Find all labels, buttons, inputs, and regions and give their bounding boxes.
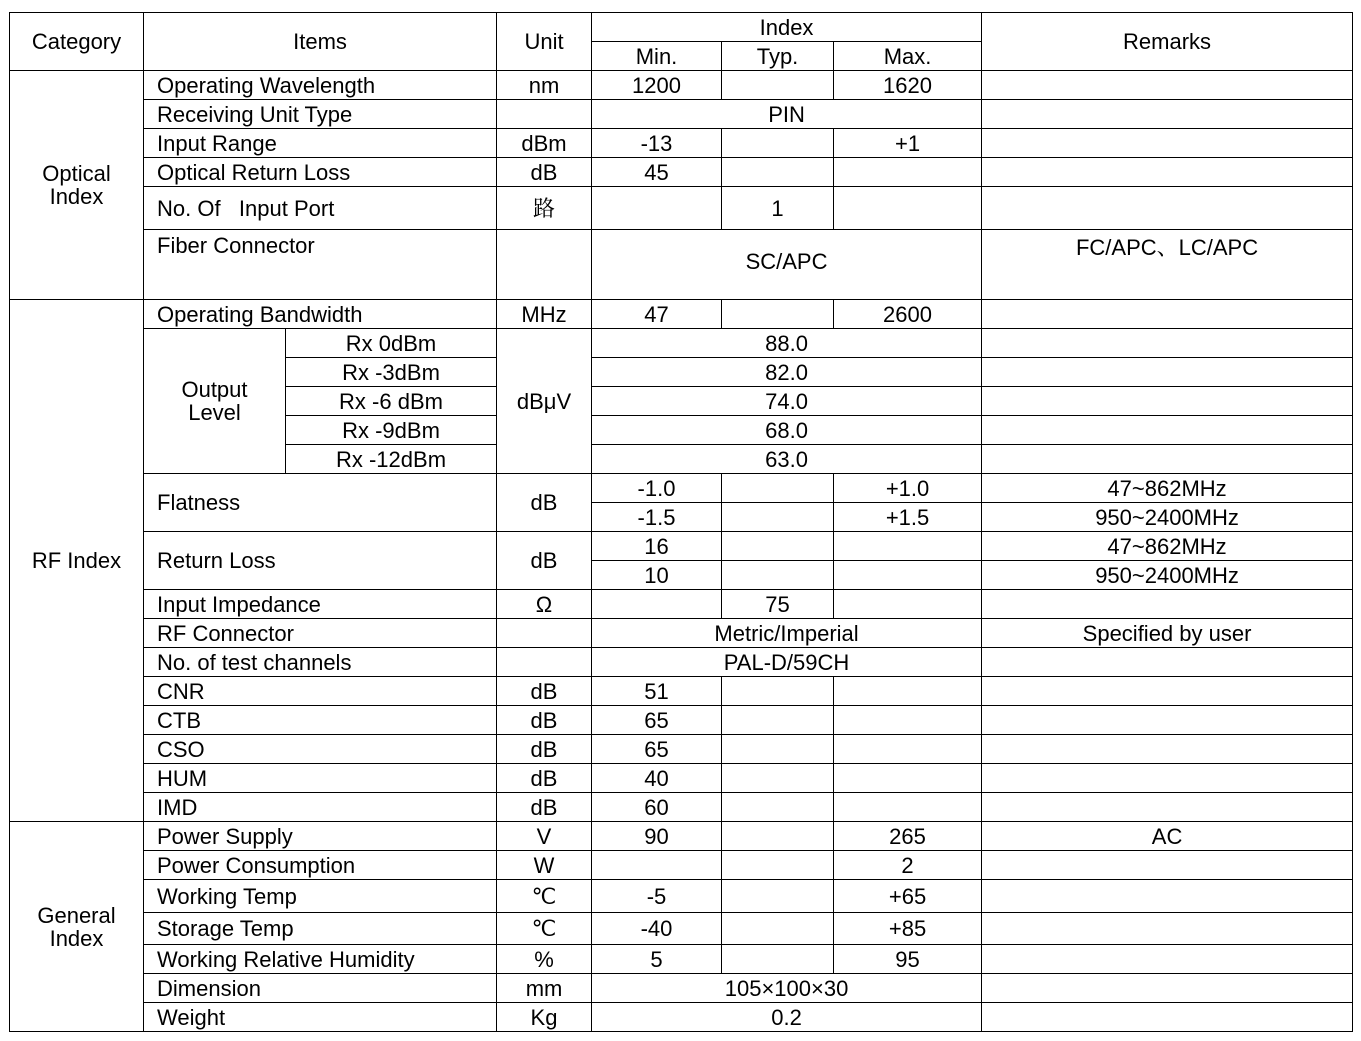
min-cell: 47 xyxy=(592,300,722,329)
unit-cell: % xyxy=(497,945,592,974)
max-cell: +85 xyxy=(834,913,982,945)
condition-cell: Rx -3dBm xyxy=(286,358,497,387)
value-cell: 63.0 xyxy=(592,445,982,474)
item-label: HUM xyxy=(144,764,497,793)
unit-cell: dB xyxy=(497,474,592,532)
remarks-cell xyxy=(982,1003,1353,1032)
min-cell: 40 xyxy=(592,764,722,793)
remarks-cell: 950~2400MHz xyxy=(982,561,1353,590)
max-cell: +1.5 xyxy=(834,503,982,532)
remarks-cell xyxy=(982,158,1353,187)
header-index: Index xyxy=(592,13,982,42)
item-label: Flatness xyxy=(144,474,497,532)
remarks-cell xyxy=(982,329,1353,358)
min-cell: -40 xyxy=(592,913,722,945)
item-label: Power Consumption xyxy=(144,851,497,880)
remarks-cell xyxy=(982,851,1353,880)
typ-cell xyxy=(722,706,834,735)
unit-cell: W xyxy=(497,851,592,880)
min-cell: 45 xyxy=(592,158,722,187)
typ-cell xyxy=(722,129,834,158)
item-label: Storage Temp xyxy=(144,913,497,945)
max-cell: 95 xyxy=(834,945,982,974)
unit-cell: dB xyxy=(497,706,592,735)
max-cell: 265 xyxy=(834,822,982,851)
unit-cell: V xyxy=(497,822,592,851)
typ-cell xyxy=(722,735,834,764)
min-cell: 60 xyxy=(592,793,722,822)
item-label: Fiber Connector xyxy=(144,230,497,300)
table-row xyxy=(10,329,1353,358)
condition-cell: Rx 0dBm xyxy=(286,329,497,358)
typ-cell: 75 xyxy=(722,590,834,619)
max-cell xyxy=(834,158,982,187)
table-row xyxy=(10,158,1353,187)
remarks-cell xyxy=(982,387,1353,416)
table-row xyxy=(10,945,1353,974)
condition-cell: Rx -12dBm xyxy=(286,445,497,474)
table-row xyxy=(10,793,1353,822)
max-cell: 2600 xyxy=(834,300,982,329)
item-output-level xyxy=(144,329,286,474)
remarks-cell xyxy=(982,880,1353,913)
value-cell: 82.0 xyxy=(592,358,982,387)
remarks-cell: FC/APC、LC/APC xyxy=(982,230,1353,300)
output-level-line2: Level xyxy=(188,400,241,425)
item-label: Weight xyxy=(144,1003,497,1032)
category-general-line1: General xyxy=(37,902,116,928)
table-row xyxy=(10,735,1353,764)
value-cell: PAL-D/59CH xyxy=(592,648,982,677)
min-cell: 16 xyxy=(592,532,722,561)
item-label: Working Relative Humidity xyxy=(144,945,497,974)
value-cell: 88.0 xyxy=(592,329,982,358)
header-remarks: Remarks xyxy=(982,13,1353,71)
table-row xyxy=(10,974,1353,1003)
remarks-cell xyxy=(982,764,1353,793)
item-label: CNR xyxy=(144,677,497,706)
remarks-cell xyxy=(982,71,1353,100)
min-cell: 65 xyxy=(592,735,722,764)
remarks-cell xyxy=(982,735,1353,764)
remarks-cell: 950~2400MHz xyxy=(982,503,1353,532)
typ-cell xyxy=(722,822,834,851)
value-cell: 105×100×30 xyxy=(592,974,982,1003)
min-cell: 51 xyxy=(592,677,722,706)
remarks-cell xyxy=(982,590,1353,619)
typ-cell xyxy=(722,880,834,913)
remarks-cell xyxy=(982,129,1353,158)
table-row xyxy=(10,129,1353,158)
remarks-cell: AC xyxy=(982,822,1353,851)
item-label: Power Supply xyxy=(144,822,497,851)
unit-cell xyxy=(497,230,592,300)
remarks-cell xyxy=(982,793,1353,822)
value-cell: 74.0 xyxy=(592,387,982,416)
unit-cell: dBμV xyxy=(497,329,592,474)
remarks-cell xyxy=(982,706,1353,735)
max-cell: 2 xyxy=(834,851,982,880)
remarks-cell xyxy=(982,648,1353,677)
unit-cell: ℃ xyxy=(497,880,592,913)
header-typ: Typ. xyxy=(722,42,834,71)
value-cell: Metric/Imperial xyxy=(592,619,982,648)
item-label: Input Impedance xyxy=(144,590,497,619)
item-label: No. of test channels xyxy=(144,648,497,677)
item-label: No. Of Input Port xyxy=(144,187,497,230)
table-row xyxy=(10,532,1353,561)
typ-cell xyxy=(722,913,834,945)
remarks-cell xyxy=(982,913,1353,945)
remarks-cell xyxy=(982,300,1353,329)
table-row xyxy=(10,822,1353,851)
max-cell: 1620 xyxy=(834,71,982,100)
min-cell xyxy=(592,187,722,230)
max-cell: +65 xyxy=(834,880,982,913)
category-general xyxy=(10,822,144,1032)
item-label: IMD xyxy=(144,793,497,822)
spec-table xyxy=(9,12,1353,1032)
typ-cell xyxy=(722,945,834,974)
min-cell: -13 xyxy=(592,129,722,158)
unit-cell: mm xyxy=(497,974,592,1003)
remarks-cell xyxy=(982,416,1353,445)
item-label: Input Range xyxy=(144,129,497,158)
unit-cell: dB xyxy=(497,735,592,764)
output-level-line1: Output xyxy=(181,377,248,402)
min-cell: -1.0 xyxy=(592,474,722,503)
unit-cell xyxy=(497,619,592,648)
header-unit: Unit xyxy=(497,13,592,71)
table-row xyxy=(10,474,1353,503)
unit-cell: dB xyxy=(497,532,592,590)
value-cell: SC/APC xyxy=(592,230,982,300)
header-row xyxy=(10,13,1353,42)
max-cell xyxy=(834,764,982,793)
unit-cell: dB xyxy=(497,158,592,187)
min-cell: -5 xyxy=(592,880,722,913)
condition-cell: Rx -6 dBm xyxy=(286,387,497,416)
table-row xyxy=(10,764,1353,793)
typ-cell xyxy=(722,561,834,590)
min-cell: -1.5 xyxy=(592,503,722,532)
table-row xyxy=(10,913,1353,945)
min-cell xyxy=(592,851,722,880)
table-row xyxy=(10,851,1353,880)
item-label: CSO xyxy=(144,735,497,764)
max-cell xyxy=(834,561,982,590)
category-optical-line2: Index xyxy=(49,184,104,209)
typ-cell xyxy=(722,793,834,822)
table-row xyxy=(10,677,1353,706)
table-row xyxy=(10,880,1353,913)
min-cell: 90 xyxy=(592,822,722,851)
category-optical xyxy=(10,71,144,300)
max-cell xyxy=(834,793,982,822)
header-min: Min. xyxy=(592,42,722,71)
table-row xyxy=(10,706,1353,735)
item-label: Optical Return Loss xyxy=(144,158,497,187)
remarks-cell xyxy=(982,358,1353,387)
item-label: CTB xyxy=(144,706,497,735)
value-cell: 0.2 xyxy=(592,1003,982,1032)
unit-cell: dB xyxy=(497,764,592,793)
item-label: Receiving Unit Type xyxy=(144,100,497,129)
remarks-cell xyxy=(982,445,1353,474)
table-row xyxy=(10,590,1353,619)
table-row xyxy=(10,619,1353,648)
max-cell: +1.0 xyxy=(834,474,982,503)
min-cell xyxy=(592,590,722,619)
remarks-cell: 47~862MHz xyxy=(982,474,1353,503)
table-row xyxy=(10,71,1353,100)
max-cell xyxy=(834,187,982,230)
unit-cell: 路 xyxy=(497,187,592,230)
max-cell xyxy=(834,735,982,764)
remarks-cell: Specified by user xyxy=(982,619,1353,648)
typ-cell xyxy=(722,71,834,100)
min-cell: 5 xyxy=(592,945,722,974)
item-label: Working Temp xyxy=(144,880,497,913)
item-label: Return Loss xyxy=(144,532,497,590)
item-label: Operating Bandwidth xyxy=(144,300,497,329)
remarks-cell: 47~862MHz xyxy=(982,532,1353,561)
max-cell xyxy=(834,590,982,619)
remarks-cell xyxy=(982,974,1353,1003)
remarks-cell xyxy=(982,100,1353,129)
typ-cell xyxy=(722,503,834,532)
typ-cell xyxy=(722,851,834,880)
category-rf: RF Index xyxy=(10,300,144,822)
unit-cell: ℃ xyxy=(497,913,592,945)
max-cell: +1 xyxy=(834,129,982,158)
min-cell: 65 xyxy=(592,706,722,735)
max-cell xyxy=(834,706,982,735)
item-label: Dimension xyxy=(144,974,497,1003)
item-label: Operating Wavelength xyxy=(144,71,497,100)
header-max: Max. xyxy=(834,42,982,71)
item-label: RF Connector xyxy=(144,619,497,648)
typ-cell xyxy=(722,474,834,503)
typ-cell xyxy=(722,764,834,793)
unit-cell: Kg xyxy=(497,1003,592,1032)
unit-cell: dB xyxy=(497,677,592,706)
unit-cell xyxy=(497,100,592,129)
value-cell: PIN xyxy=(592,100,982,129)
min-cell: 1200 xyxy=(592,71,722,100)
typ-cell xyxy=(722,677,834,706)
table-row xyxy=(10,187,1353,230)
unit-cell: dB xyxy=(497,793,592,822)
condition-cell: Rx -9dBm xyxy=(286,416,497,445)
table-row xyxy=(10,1003,1353,1032)
remarks-cell xyxy=(982,187,1353,230)
remarks-cell xyxy=(982,945,1353,974)
max-cell xyxy=(834,532,982,561)
max-cell xyxy=(834,677,982,706)
typ-cell: 1 xyxy=(722,187,834,230)
category-general-line2: Index xyxy=(49,925,104,951)
typ-cell xyxy=(722,158,834,187)
unit-cell: Ω xyxy=(497,590,592,619)
table-row xyxy=(10,300,1353,329)
typ-cell xyxy=(722,532,834,561)
remarks-cell xyxy=(982,677,1353,706)
category-optical-line1: Optical xyxy=(42,161,111,186)
table-row xyxy=(10,100,1353,129)
unit-cell: nm xyxy=(497,71,592,100)
typ-cell xyxy=(722,300,834,329)
unit-cell: MHz xyxy=(497,300,592,329)
unit-cell: dBm xyxy=(497,129,592,158)
value-cell: 68.0 xyxy=(592,416,982,445)
unit-cell xyxy=(497,648,592,677)
min-cell: 10 xyxy=(592,561,722,590)
header-category: Category xyxy=(10,13,144,71)
table-row xyxy=(10,648,1353,677)
header-items: Items xyxy=(144,13,497,71)
table-row xyxy=(10,230,1353,300)
